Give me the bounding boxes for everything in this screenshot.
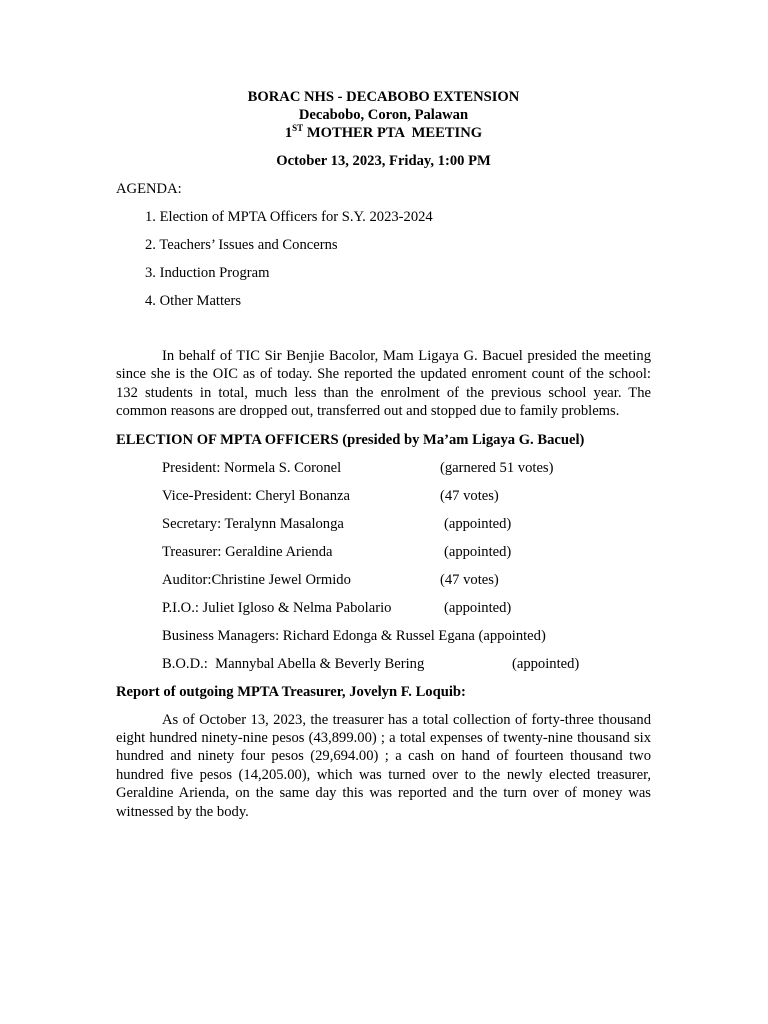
officer-role: Secretary: Teralynn Masalonga [162,515,344,532]
officer-row [162,599,651,617]
intro-paragraph: In behalf of TIC Sir Benjie Bacolor, Mam Ligaya G. Bacuel presided the meeting since she is the OIC as of today. She reported the updated enroment count of the school: 132 students in total, much less than the enrolment of the previous school year. The common reasons are dropped out, transferred out and stopped due to family problems. [116,348,651,420]
agenda-list [116,208,651,310]
officer-note: (47 votes) [440,487,499,504]
agenda-item: 4. Other Matters [145,293,242,309]
officer-row [162,655,651,673]
treasurer-report-title: Report of outgoing MPTA Treasurer, Jovelyn F. Loquib: [116,683,466,700]
meeting-title [116,124,651,142]
treasurer-report-paragraph: As of October 13, 2023, the treasurer has a total collection of forty-three thousand eight hundred ninety-nine pesos (43,899.00) ; a total expenses of twenty-nine thousand six hundred and ninety four pesos (29,694.00) ; a cash on hand of fourteen thousand two hundred five pesos (14,205.00), which was turned over to the newly elected treasurer, Geraldine Arienda, on the same day this was reported and the turn over of money was witnessed by the body. [116,711,651,820]
meeting-title-text: MOTHER PTA MEETING [303,125,483,141]
officer-role: Treasurer: Geraldine Arienda [162,543,333,560]
officer-row [162,543,651,561]
officer-role: Business Managers: Richard Edonga & Russel Egana (appointed) [162,627,546,644]
officer-note: (appointed) [512,655,580,672]
officer-row [162,515,651,533]
officer-row [162,459,651,477]
officer-role: B.O.D.: Mannybal Abella & Beverly Bering [162,655,425,672]
officer-note: (appointed) [444,599,512,616]
officer-list [116,459,651,673]
agenda-item: 2. Teachers’ Issues and Concerns [145,237,338,253]
agenda-label: AGENDA: [116,181,182,197]
officer-role: President: Normela S. Coronel [162,459,342,476]
election-title: ELECTION OF MPTA OFFICERS (presided by Ma’am Ligaya G. Bacuel) [116,431,585,448]
meeting-number: 1 [284,125,293,141]
officer-note: (47 votes) [440,571,499,588]
school-name: BORAC NHS - DECABOBO EXTENSION [247,89,520,105]
officer-row [162,627,651,645]
officer-row [162,571,651,589]
officer-role: Vice-President: Cheryl Bonanza [162,487,350,504]
school-location: Decabobo, Coron, Palawan [298,107,469,123]
document-page [116,88,651,821]
agenda-item: 1. Election of MPTA Officers for S.Y. 2023-2024 [145,209,433,225]
officer-note: (garnered 51 votes) [440,459,554,476]
officer-row [162,487,651,505]
officer-note: (appointed) [444,543,512,560]
officer-role: P.I.O.: Juliet Igloso & Nelma Pabolario [162,599,392,616]
agenda-item: 3. Induction Program [145,265,270,281]
officer-role: Auditor:Christine Jewel Ormido [162,571,351,588]
meeting-number-suffix: ST [292,123,304,134]
meeting-date: October 13, 2023, Friday, 1:00 PM [276,153,491,169]
officer-note: (appointed) [444,515,512,532]
